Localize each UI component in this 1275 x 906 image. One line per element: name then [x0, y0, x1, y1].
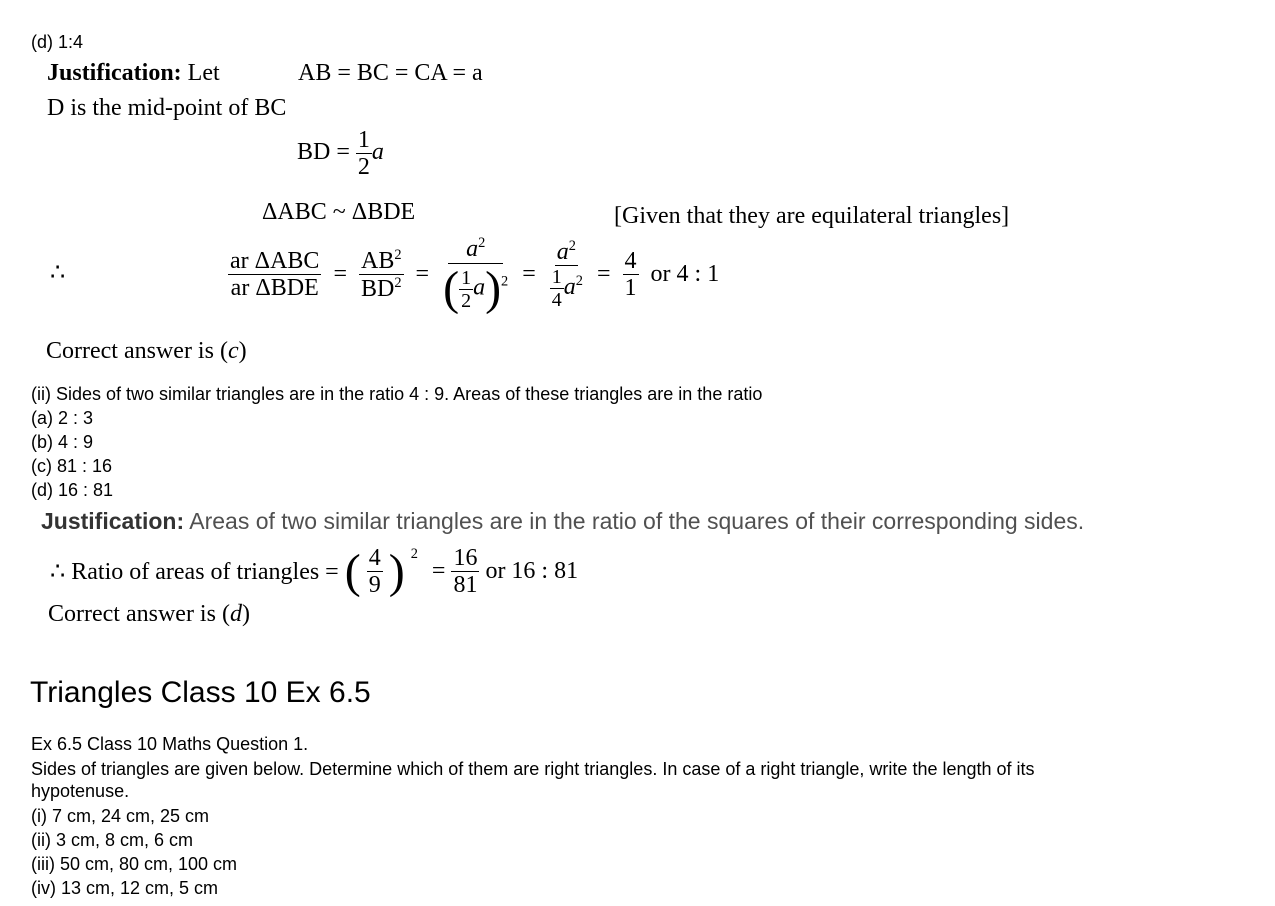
four-over-one — [623, 249, 639, 300]
exponent: 2 — [394, 247, 402, 263]
frac-den: 1 — [624, 275, 637, 301]
option-d: (d) 16 : 81 — [31, 480, 114, 500]
exponent: 2 — [568, 238, 576, 254]
a-sq-over-quarter-a-sq — [548, 239, 585, 310]
similarity-statement: ΔABC ~ ΔBDE — [262, 199, 416, 225]
quarter-frac — [550, 267, 564, 310]
exponent: 2 — [394, 275, 402, 291]
ab-text: AB — [360, 248, 395, 274]
bd-text: BD — [360, 276, 395, 302]
correct-letter: d — [229, 601, 242, 627]
correct-prefix: Correct answer is ( — [48, 601, 230, 627]
section-heading: Triangles Class 10 Ex 6.5 — [30, 676, 371, 709]
frac-num: 16 — [453, 545, 478, 571]
half-frac — [459, 268, 473, 311]
question-title: Ex 6.5 Class 10 Maths Question 1. — [31, 734, 309, 754]
bd-lhs: BD = — [297, 139, 350, 166]
frac-num: 4 — [624, 248, 637, 274]
open-paren: ( — [344, 544, 361, 598]
exponent: 2 — [410, 546, 418, 562]
justification-label: Justification: — [47, 60, 182, 86]
a-text: a — [466, 236, 479, 262]
result-ratio: or 16 : 81 — [485, 558, 579, 584]
let-text: Let — [187, 60, 220, 86]
question-text-line-1: Sides of triangles are given below. Determine which of them are right triangles. In case of a right triangle, write the length of its — [31, 759, 1035, 779]
given-note: [Given that they are equilateral triangles] — [614, 203, 1010, 229]
correct-suffix: ) — [238, 338, 247, 364]
therefore-symbol: ∴ — [50, 260, 66, 286]
frac-den: 9 — [368, 572, 381, 598]
a-text: a — [563, 274, 576, 301]
question-text-line-2: hypotenuse. — [31, 781, 130, 801]
item-iv: (iv) 13 cm, 12 cm, 5 cm — [31, 878, 219, 898]
correct-suffix: ) — [241, 601, 250, 627]
quarter-a-squared — [548, 266, 585, 310]
a-squared — [555, 239, 578, 266]
item-i: (i) 7 cm, 24 cm, 25 cm — [31, 806, 210, 826]
a-text: a — [473, 274, 486, 301]
justification-text: Areas of two similar triangles are in the ratio of the squares of their corresponding sides. — [184, 508, 1085, 534]
ab-squared — [359, 248, 404, 275]
frac-den: 81 — [453, 572, 478, 598]
exponent: 2 — [575, 273, 583, 290]
frac-num: 1 — [551, 266, 562, 288]
justification-label: Justification: — [41, 508, 185, 534]
exponent: 2 — [478, 235, 486, 251]
frac-den: 2 — [461, 289, 472, 312]
correct-prefix: Correct answer is ( — [46, 338, 228, 364]
item-ii: (ii) 3 cm, 8 cm, 6 cm — [31, 830, 194, 850]
equals-sign: = — [333, 261, 347, 287]
close-paren: ) — [388, 544, 405, 598]
equal-sides-equation: AB = BC = CA = a — [298, 60, 483, 86]
frac-den: 2 — [357, 154, 370, 180]
exponent: 2 — [501, 273, 509, 290]
frac-den: 4 — [551, 289, 562, 311]
a-squared — [448, 236, 503, 264]
equals-sign: = — [415, 261, 430, 287]
equals-sign: = — [522, 261, 536, 287]
a-text: a — [556, 239, 569, 265]
midpoint-statement: D is the mid-point of BC — [47, 95, 287, 121]
bd-equation — [297, 128, 384, 179]
area-ratio-fraction — [228, 249, 321, 300]
ratio-of-areas-equation — [50, 546, 578, 597]
area-ratio-num: ar ΔABC — [230, 248, 320, 274]
ab-bd-fraction — [359, 248, 404, 301]
half-a-squared: ( $\frac{1}{2}$ a)$^2$ — [443, 262, 509, 315]
correct-answer-2 — [48, 601, 250, 628]
correct-letter: c — [227, 338, 239, 364]
equals-sign: = — [431, 558, 446, 584]
option-b: (b) 4 : 9 — [31, 432, 94, 452]
option-c: (c) 81 : 16 — [31, 456, 113, 476]
frac-num: 4 — [368, 545, 381, 571]
correct-answer-1 — [46, 338, 247, 365]
frac-num: 1 — [357, 127, 370, 153]
justification-line — [47, 60, 220, 87]
a-symbol: a — [371, 139, 384, 166]
question-2-text: (ii) Sides of two similar triangles are in the ratio 4 : 9. Areas of these triangles are in the ratio — [31, 384, 763, 404]
option-d-top: (d) 1:4 — [31, 32, 84, 52]
ratio-label: ∴ Ratio of areas of triangles = — [50, 559, 339, 585]
sixteen-over-eightyone — [451, 546, 479, 597]
four-ninths — [367, 546, 383, 597]
item-iii: (iii) 50 cm, 80 cm, 100 cm — [31, 854, 238, 874]
bd-squared — [359, 275, 404, 301]
option-a: (a) 2 : 3 — [31, 408, 94, 428]
frac-num: 1 — [461, 266, 472, 289]
area-ratio-equation — [228, 236, 719, 313]
result-ratio: or 4 : 1 — [650, 261, 720, 287]
half-fraction — [356, 128, 372, 179]
justification-2 — [41, 508, 1084, 535]
area-ratio-den: ar ΔBDE — [230, 275, 319, 301]
equals-sign: = — [597, 261, 611, 287]
a-sq-over-half-a-sq — [441, 236, 510, 313]
